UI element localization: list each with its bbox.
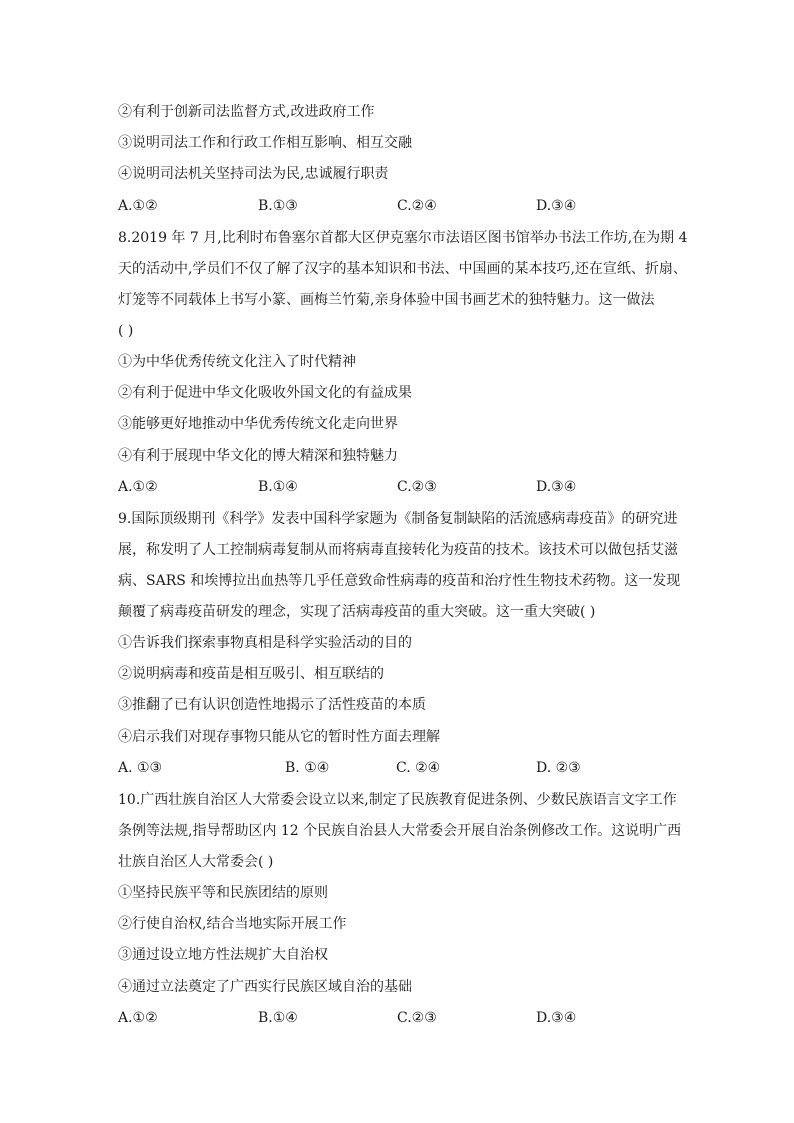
q7-item-2: ②有利于创新司法监督方式,改进政府工作 (118, 104, 375, 120)
q10-option-a: A.①② (118, 1010, 158, 1026)
q10-option-d: D.③④ (536, 1010, 577, 1026)
q8-option-d: D.③④ (536, 479, 577, 495)
q9-item-2: ②说明病毒和疫苗是相互吸引、相互联结的 (118, 666, 384, 682)
q9-option-d: D. ②③ (536, 760, 581, 776)
q8-stem-line-3: 灯笼等不同载体上书写小篆、画梅兰竹菊,亲身体验中国书画艺术的独特魅力。这一做法 (118, 292, 655, 308)
q9-option-c: C. ②④ (396, 760, 441, 776)
q8-item-1: ①为中华优秀传统文化注入了时代精神 (118, 354, 356, 370)
q8-item-2: ②有利于促进中华文化吸收外国文化的有益成果 (118, 385, 412, 401)
q7-option-a: A.①② (118, 198, 158, 214)
q10-item-3: ③通过设立地方性法规扩大自治权 (118, 947, 328, 963)
q9-item-1: ①告诉我们探索事物真相是科学实验活动的目的 (118, 635, 412, 651)
q7-option-b: B.①③ (258, 198, 298, 214)
q10-stem-line-2: 条例等法规,指导帮助区内 12 个民族自治县人大常委会开展自治条例修改工作。这说明广西 (118, 823, 682, 839)
q7-option-d: D.③④ (536, 198, 577, 214)
q7-option-c: C.②④ (397, 198, 437, 214)
q8-option-a: A.①② (118, 479, 158, 495)
q10-item-1: ①坚持民族平等和民族团结的原则 (118, 885, 328, 901)
q9-item-3: ③推翻了已有认识创造性地揭示了活性疫苗的本质 (118, 697, 426, 713)
q9-option-b: B. ①④ (285, 760, 330, 776)
q8-item-3: ③能够更好地推动中华优秀传统文化走向世界 (118, 416, 398, 432)
q10-item-2: ②行使自治权,结合当地实际开展工作 (118, 916, 347, 932)
q9-item-4: ④启示我们对现存事物只能从它的暂时性方面去理解 (118, 729, 440, 745)
q8-stem-line-1: 8.2019 年 7 月,比利时布鲁塞尔首都大区伊克塞尔市法语区图书馆举办书法工作坊,在为期 4 (118, 230, 688, 246)
q8-stem-line-2: 天的活动中,学员们不仅了解了汉字的基本知识和书法、中国画的某本技巧,还在宣纸、折扇、 (118, 261, 687, 277)
q7-item-4: ④说明司法机关坚持司法为民,忠诚履行职责 (118, 166, 389, 182)
q10-option-b: B.①④ (258, 1010, 298, 1026)
q9-stem-line-4: 颠覆了病毒疫苗研发的理念，实现了活病毒疫苗的重大突破。这一重大突破( ) (118, 604, 596, 620)
q10-stem-line-1: 10.广西壮族自治区人大常委会设立以来,制定了民族教育促进条例、少数民族语言文字工作 (118, 792, 677, 808)
q8-option-b: B.①④ (258, 479, 298, 495)
q9-stem-line-1: 9.国际顶级期刊《科学》发表中国科学家题为《制备复制缺陷的活流感病毒疫苗》的研究进 (118, 511, 678, 527)
q8-item-4: ④有利于展现中华文化的博大精深和独特魅力 (118, 448, 398, 464)
q10-option-c: C.②③ (397, 1010, 437, 1026)
q9-stem-line-3: 病、SARS 和埃博拉出血热等几乎任意致命性病毒的疫苗和治疗性生物技术药物。这一发现 (118, 573, 681, 589)
q9-stem-line-2: 展，称发明了人工控制病毒复制从而将病毒直接转化为疫苗的技术。该技术可以做包括艾滋 (118, 542, 678, 558)
q9-option-a: A. ①③ (118, 760, 163, 776)
q10-item-4: ④通过立法奠定了广西实行民族区域自治的基础 (118, 979, 412, 995)
q8-option-c: C.②③ (397, 479, 437, 495)
q8-answer-blank: ( ) (118, 323, 134, 339)
q10-stem-line-3: 壮族自治区人大常委会( ) (118, 854, 274, 870)
q7-item-3: ③说明司法工作和行政工作相互影响、相互交融 (118, 135, 412, 151)
